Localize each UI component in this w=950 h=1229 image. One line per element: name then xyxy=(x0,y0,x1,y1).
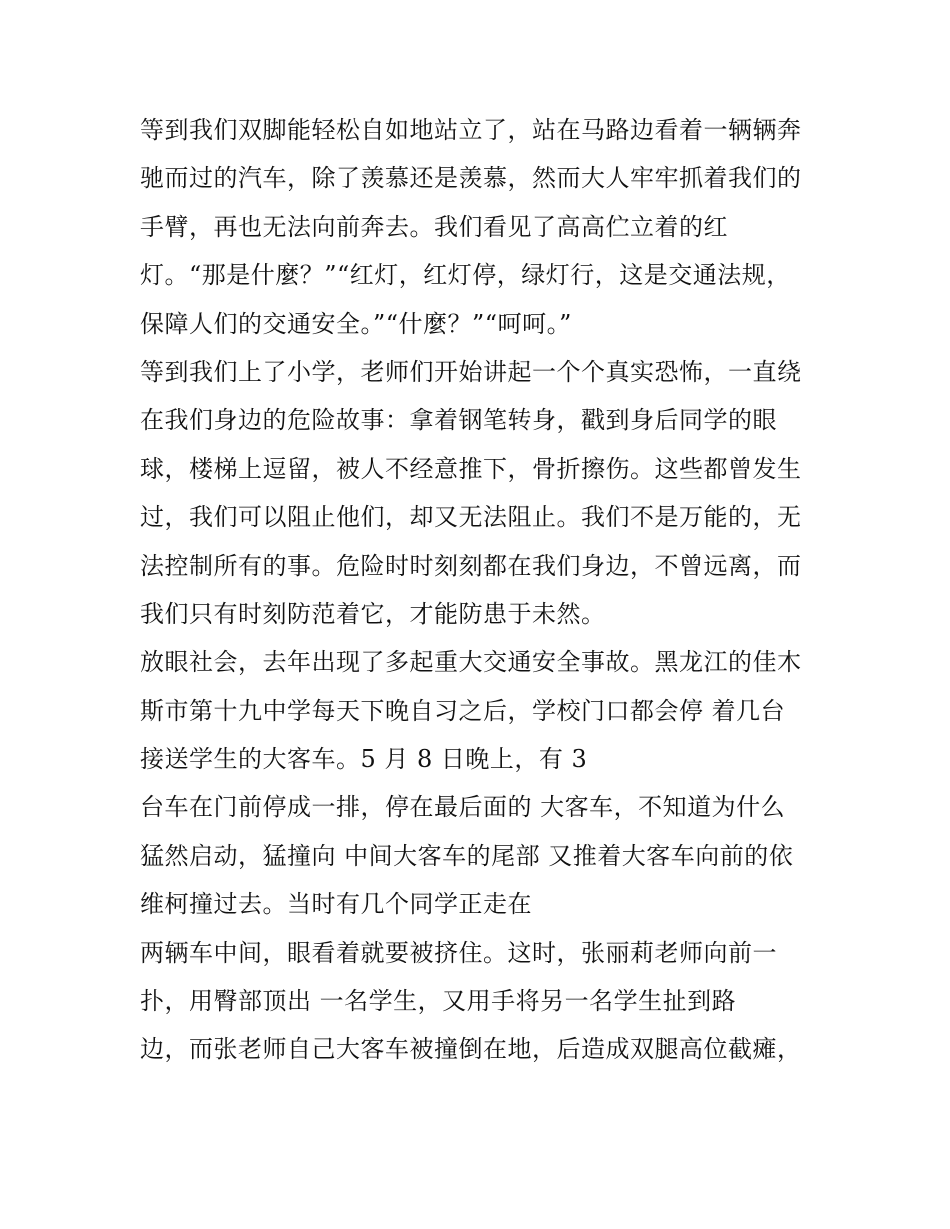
text-line: 边，而张老师自己大客车被撞倒在地，后造成双腿高位截瘫， xyxy=(140,1035,802,1064)
text-line: 在我们身边的危险故事：拿着钢笔转身，戳到身后同学的眼 xyxy=(140,406,777,435)
text-line: 灯。“那是什麼？”“红灯，红灯停，绿灯行，这是交通法规， xyxy=(140,261,791,290)
text-line: 斯市第十九中学每天下晚自习之后，学校门口都会停 着几台 xyxy=(140,696,786,725)
body-text xyxy=(140,106,840,1074)
text-line: 驰而过的汽车，除了羡慕还是羡慕，然而大人牢牢抓着我们的 xyxy=(140,164,802,193)
text-line: 我们只有时刻防范着它，才能防患于未然。 xyxy=(140,599,606,628)
text-line: 维柯撞过去。当时有几个同学正走在 xyxy=(140,890,532,919)
text-line: 扑，用臀部顶出 一名学生，又用手将另一名学生扯到路 xyxy=(140,987,737,1016)
text-line: 等到我们上了小学，老师们开始讲起一个个真实恐怖，一直绕 xyxy=(140,357,802,386)
text-line: 保障人们的交通安全。”“什麼？”“呵呵。” xyxy=(140,309,572,338)
text-line: 台车在门前停成一排，停在最后面的 大客车，不知道为什么 xyxy=(140,793,786,822)
text-line: 两辆车中间，眼看着就要被挤住。这时，张丽莉老师向前一 xyxy=(140,938,777,967)
text-line: 过，我们可以阻止他们，却又无法阻止。我们不是万能的，无 xyxy=(140,503,802,532)
text-line: 法控制所有的事。危险时时刻刻都在我们身边，不曾远离，而 xyxy=(140,551,802,580)
text-line: 接送学生的大客车。5 月 8 日晚上，有 3 xyxy=(140,745,588,774)
text-line: 手臂，再也无法向前奔去。我们看见了高高伫立着的红 xyxy=(140,212,728,241)
text-line: 放眼社会，去年出现了多起重大交通安全事故。黑龙江的佳木 xyxy=(140,648,802,677)
text-line: 球，楼梯上逗留，被人不经意推下，骨折擦伤。这些都曾发生 xyxy=(140,454,802,483)
text-line: 猛然启动，猛撞向 中间大客车的尾部 又推着大客车向前的依 xyxy=(140,841,794,870)
text-line: 等到我们双脚能轻松自如地站立了，站在马路边看着一辆辆奔 xyxy=(140,116,802,144)
